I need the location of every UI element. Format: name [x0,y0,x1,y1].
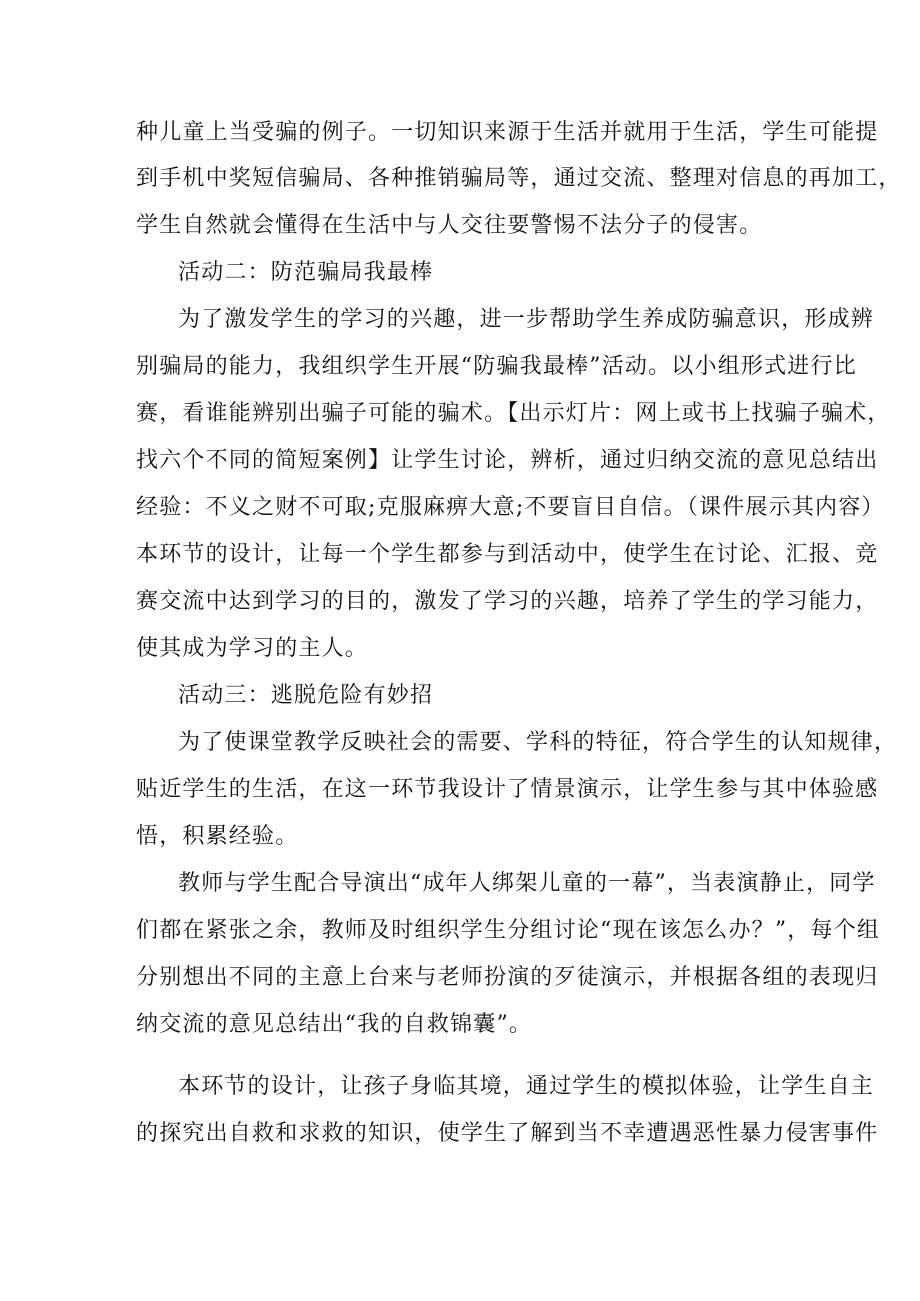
text-line: 本环节的设计，让每一个学生都参与到活动中，使学生在讨论、汇报、竞 [136,542,879,567]
text-line: 为了使课堂教学反映社会的需要、学科的特征，符合学生的认知规律， [178,730,898,755]
text-line: 们都在紧张之余，教师及时组织学生分组讨论“现在该怎么办？”，每个组 [136,918,881,943]
text-line: 找六个不同的简短案例】让学生讨论，辨析，通过归纳交流的意见总结出 [136,448,879,473]
text-line: 赛交流中达到学习的目的，激发了学习的兴趣，培养了学生的学习能力， [136,589,879,614]
text-line: 的探究出自救和求救的知识，使学生了解到当不幸遭遇恶性暴力侵害事件 [136,1121,879,1146]
text-line: 别骗局的能力，我组织学生开展“防骗我最棒”活动。以小组形式进行比 [136,354,857,379]
section-heading: 活动三：逃脱危险有妙招 [178,683,434,708]
text-line: 为了激发学生的学习的兴趣，进一步帮助学生养成防骗意识，形成辨 [178,307,875,332]
text-line: 贴近学生的生活，在这一环节我设计了情景演示，让学生参与其中体验感 [136,777,879,802]
text-line: 悟，积累经验。 [136,824,299,849]
text-line: 教师与学生配合导演出“成年人绑架儿童的一幕”，当表演静止，同学 [178,871,876,896]
section-heading: 活动二：防范骗局我最棒 [178,260,434,285]
text-line: 本环节的设计，让孩子身临其境，通过学生的模拟体验，让学生自主 [178,1074,875,1099]
text-line: 使其成为学习的主人。 [136,636,369,661]
text-line: 赛，看谁能辨别出骗子可能的骗术。【出示灯片：网上或书上找骗子骗术， [136,401,891,426]
text-line: 到手机中奖短信骗局、各种推销骗局等，通过交流、整理对信息的再加工， [136,166,902,191]
text-line: 纳交流的意见总结出“我的自救锦囊”。 [136,1012,533,1037]
text-line: 分别想出不同的主意上台来与老师扮演的歹徒演示，并根据各组的表现归 [136,965,879,990]
text-line: 学生自然就会懂得在生活中与人交往要警惕不法分子的侵害。 [136,213,763,238]
text-line: 种儿童上当受骗的例子。一切知识来源于生活并就用于生活，学生可能提 [136,120,879,145]
text-line: 经验：不义之财不可取;克服麻痹大意;不要盲目自信。（课件展示其内容） [136,495,885,520]
